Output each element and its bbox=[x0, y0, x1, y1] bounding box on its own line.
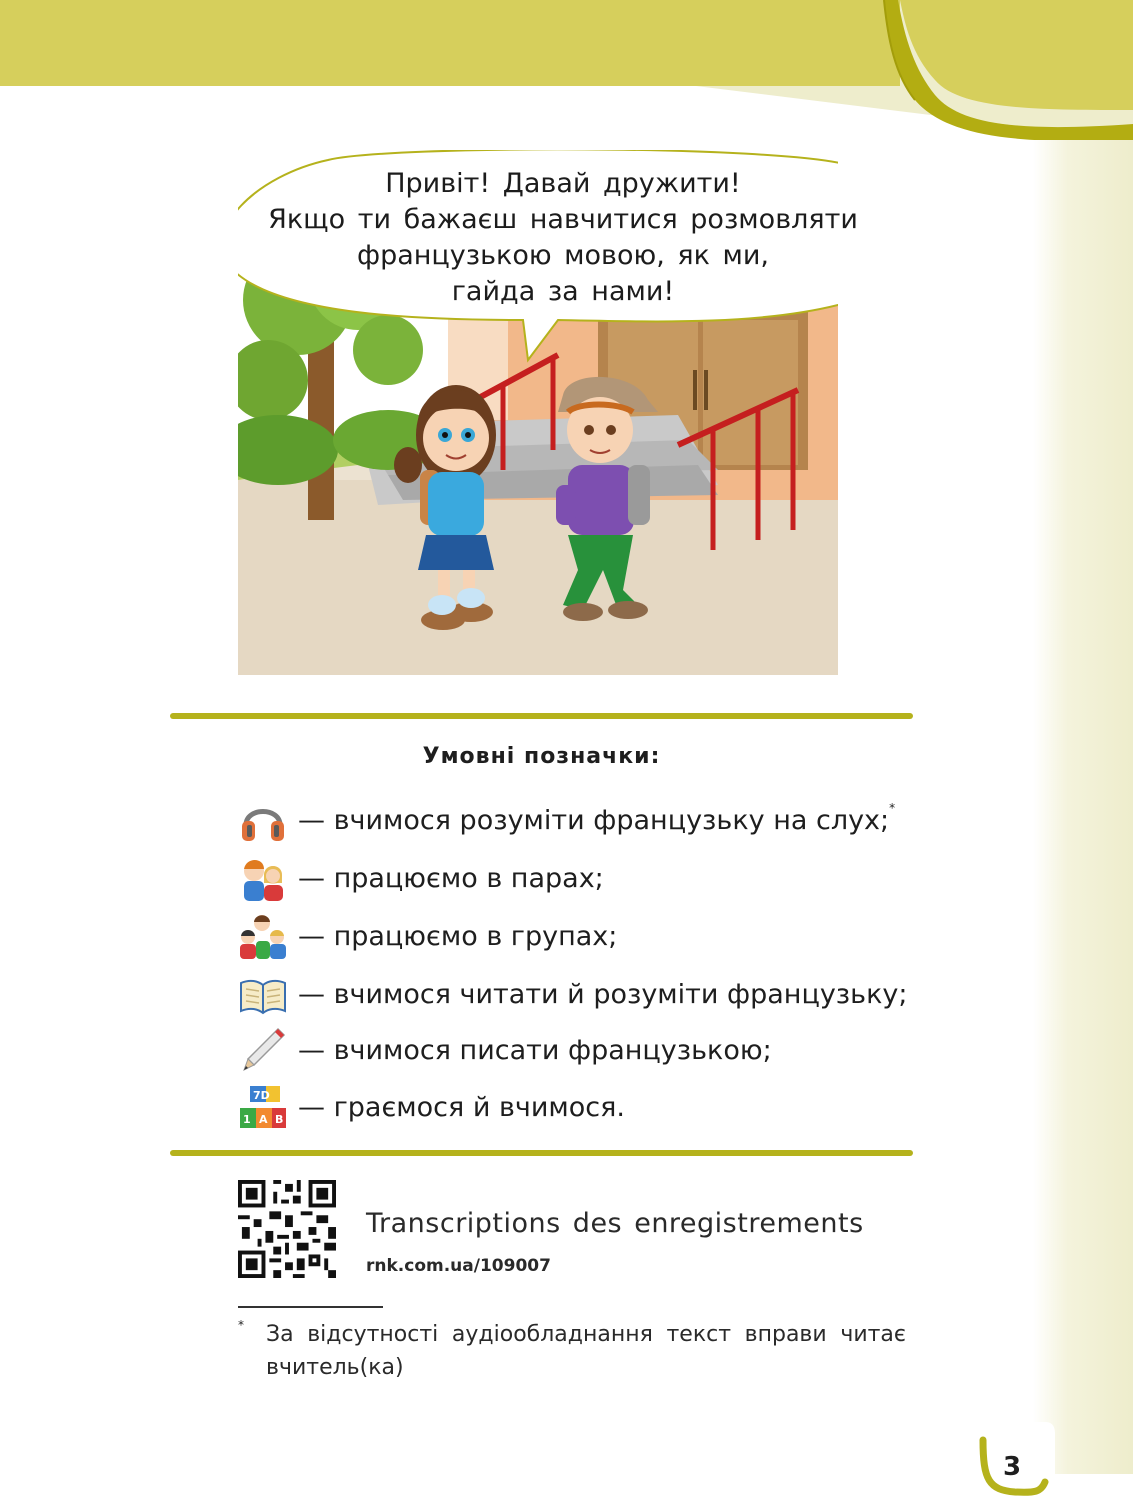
svg-text:1: 1 bbox=[243, 1113, 251, 1126]
pair-children-icon bbox=[238, 853, 288, 903]
legend-text-reading: — вчимося читати й розуміти французьку; bbox=[298, 978, 908, 1010]
legend-text-groups: — працюємо в групах; bbox=[298, 920, 618, 952]
footnote-rule bbox=[238, 1306, 383, 1308]
headphones-icon bbox=[238, 795, 288, 845]
speech-line: Якщо ти бажаєш навчитися розмовляти bbox=[268, 204, 858, 235]
legend-item bbox=[238, 852, 928, 904]
speech-line: французькою мовою, як ми, bbox=[356, 240, 770, 271]
toy-blocks-icon bbox=[238, 1082, 288, 1132]
legend-text-listening: — вчимося розуміти французьку на слух;* bbox=[298, 800, 896, 836]
open-book-icon bbox=[238, 969, 288, 1019]
legend-text-games: — граємося й вчимося. bbox=[298, 1091, 625, 1123]
legend-title: Умовні позначки: bbox=[422, 744, 661, 769]
legend-item bbox=[238, 968, 928, 1020]
page-number: 3 bbox=[1002, 1452, 1022, 1482]
svg-text:B: B bbox=[275, 1113, 284, 1126]
legend-item bbox=[238, 1024, 928, 1076]
section-divider-bottom bbox=[170, 1150, 913, 1156]
legend-item bbox=[238, 910, 928, 962]
group-children-icon bbox=[238, 911, 288, 961]
footnote-mark: * bbox=[889, 800, 896, 815]
speech-line: гайда за нами! bbox=[451, 276, 675, 307]
legend-item bbox=[238, 1081, 928, 1133]
svg-text:A: A bbox=[259, 1113, 268, 1126]
legend-text-pairs: — працюємо в парах; bbox=[298, 862, 604, 894]
pencil-icon bbox=[238, 1025, 288, 1075]
legend-item bbox=[238, 794, 928, 846]
section-divider-top bbox=[170, 713, 913, 719]
footnote-text: За відсутності аудіообладнання текст вправи читає вчитель(ка) bbox=[266, 1322, 906, 1380]
page-side-band bbox=[1033, 0, 1133, 1474]
svg-text:7D: 7D bbox=[253, 1089, 270, 1102]
resource-title: Transcriptions des enregistrements bbox=[366, 1208, 864, 1239]
legend-text-writing: — вчимося писати французькою; bbox=[298, 1034, 772, 1066]
resource-link[interactable]: rnk.com.ua/109007 bbox=[366, 1256, 551, 1276]
top-decor-band bbox=[0, 0, 1133, 140]
speech-bubble-text bbox=[238, 166, 888, 310]
qr-code-icon[interactable] bbox=[238, 1180, 336, 1278]
speech-line: Привіт! Давай дружити! bbox=[385, 168, 741, 199]
footnote-mark: * bbox=[238, 1318, 244, 1332]
